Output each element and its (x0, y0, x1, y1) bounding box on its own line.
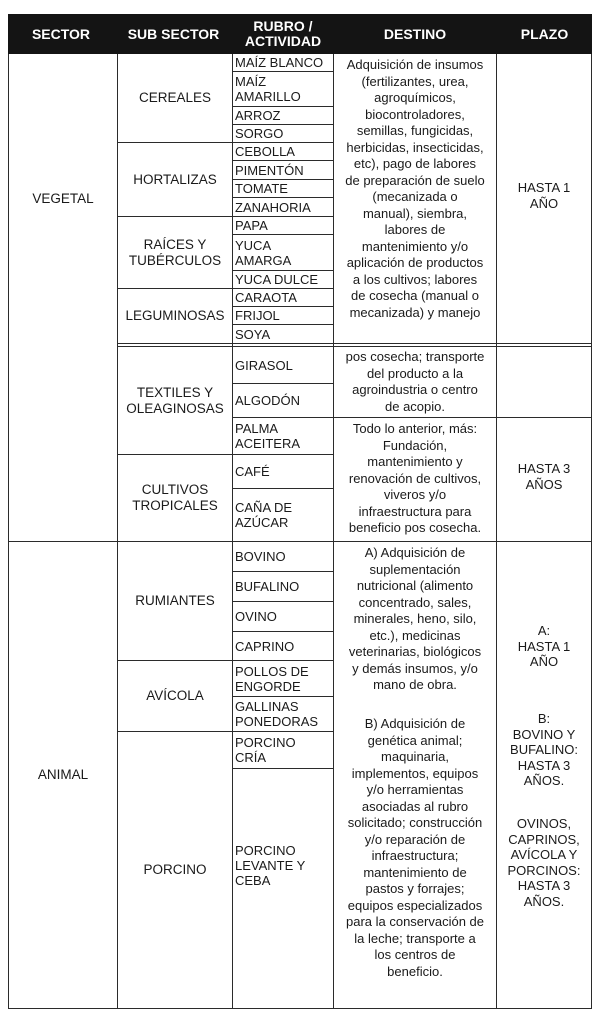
destino-animal-b: B) Adquisición de genética animal; maquinaria, implementos, equipos y/o herramientas asociadas al rubro solicitado; construcción y/o reparación de infraestructura; mantenimiento de pastos y forrajes; equipos especializados para la conservación de la leche; transporte a los centros de beneficio. (345, 716, 485, 979)
rubro-algodon: ALGODÓN (235, 393, 301, 408)
rubro-caprino: CAPRINO (235, 638, 295, 654)
plazo-animal-a: A: HASTA 1 AÑO (517, 623, 571, 669)
divider-block2 (117, 343, 592, 344)
rubro-pollos: POLLOS DE ENGORDE (235, 663, 309, 694)
rubro-bovino: BOVINO (235, 549, 286, 564)
header-rubro: RUBRO / ACTIVIDAD (244, 18, 322, 49)
border-bottom (8, 1008, 592, 1009)
rubro-cebolla: CEBOLLA (235, 144, 295, 159)
plazo-vegetal: HASTA 1 AÑO (517, 180, 571, 211)
rubro-cafe: CAFÉ (235, 464, 270, 479)
sector-vegetal: VEGETAL (32, 190, 94, 206)
rubro-porcino-cria: PORCINO CRÍA (235, 735, 296, 765)
rubro-caraota: CARAOTA (235, 290, 297, 305)
subsector-leguminosas: LEGUMINOSAS (125, 308, 225, 323)
rubro-pimenton: PIMENTÓN (235, 162, 304, 178)
rubro-bufalino: BUFALINO (235, 579, 300, 594)
rubro-frijol: FRIJOL (235, 308, 280, 323)
divider-rubro (333, 54, 334, 1008)
table-header (8, 14, 592, 54)
header-destino: DESTINO (383, 25, 447, 42)
rubro-arroz: ARROZ (235, 108, 281, 123)
subsector-raices: RAÍCES Y TUBÉRCULOS (128, 236, 222, 268)
sector-animal: ANIMAL (37, 767, 89, 782)
rubro-soya: SOYA (235, 326, 271, 342)
destino-vegetal-1: Adquisición de insumos (fertilizantes, urea, agroquímicos, biocontroladores, semillas, fungicidas, herbicidas, insecticidas, etc), pago de labores de preparación de suelo (mecanizada o manual), siembra, labores de mantenimiento y/o aplicación de productos a los cultivos; labores de cosecha (manual o mecanizada) y manejo (345, 57, 485, 320)
rubro-yuca-dulce: YUCA DULCE (235, 272, 319, 287)
plazo-animal-c: OVINOS, CAPRINOS, AVÍCOLA Y PORCINOS: HASTA 3 AÑOS. (507, 816, 581, 909)
rubro-maiz-amarillo: MAÍZ AMARILLO (235, 74, 301, 104)
header-sector: SECTOR (31, 25, 91, 42)
rubro-sorgo: SORGO (235, 126, 284, 141)
rubro-palma: PALMA ACEITERA (235, 421, 301, 451)
destino-vegetal-2: pos cosecha; transporte del producto a la agroindustria o centro de acopio. (345, 349, 485, 414)
rubro-gallinas: GALLINAS PONEDORAS (235, 699, 319, 729)
border-right (591, 54, 592, 1009)
subsector-cereales: CEREALES (138, 90, 212, 105)
destino-animal-a: A) Adquisición de suplementación nutricional (alimento concentrado, sales, minerales, heno, silo, etc.), medicinas veterinarias, biológicos y demás insumos, y/o mano de obra. (348, 545, 482, 692)
subsector-hortalizas: HORTALIZAS (133, 171, 217, 187)
rubro-zanahoria: ZANAHORIA (235, 199, 311, 215)
destino-tropical: Todo lo anterior, más: Fundación, mantenimiento y renovación de cultivos, viveros y/o infraestructura para beneficio pos cosecha. (348, 421, 482, 535)
rubro-girasol: GIRASOL (235, 357, 293, 373)
rubro-papa: PAPA (235, 218, 268, 233)
subsector-porcino: PORCINO (143, 862, 207, 877)
plazo-animal-b: B: BOVINO Y BUFALINO: HASTA 3 AÑOS. (510, 711, 578, 788)
plazo-tropical: HASTA 3 AÑOS (517, 461, 571, 492)
rubro-maiz-blanco: MAÍZ BLANCO (235, 55, 324, 70)
rubro-porcino-levante: PORCINO LEVANTE Y CEBA (235, 843, 306, 888)
subsector-avicola: AVÍCOLA (146, 688, 204, 703)
rubro-tomate: TOMATE (235, 181, 288, 196)
subsector-textiles: TEXTILES Y OLEAGINOSAS (126, 384, 224, 416)
rubro-ovino: OVINO (235, 609, 277, 624)
header-plazo: PLAZO (520, 25, 569, 42)
rubro-cana: CAÑA DE AZÚCAR (235, 500, 293, 530)
subsector-rumiantes: RUMIANTES (135, 593, 215, 608)
hline (333, 417, 592, 418)
subsector-tropicales: CULTIVOS TROPICALES (132, 482, 218, 513)
rubro-yuca-amarga: YUCA AMARGA (235, 237, 292, 268)
header-subsector: SUB SECTOR (127, 25, 220, 42)
